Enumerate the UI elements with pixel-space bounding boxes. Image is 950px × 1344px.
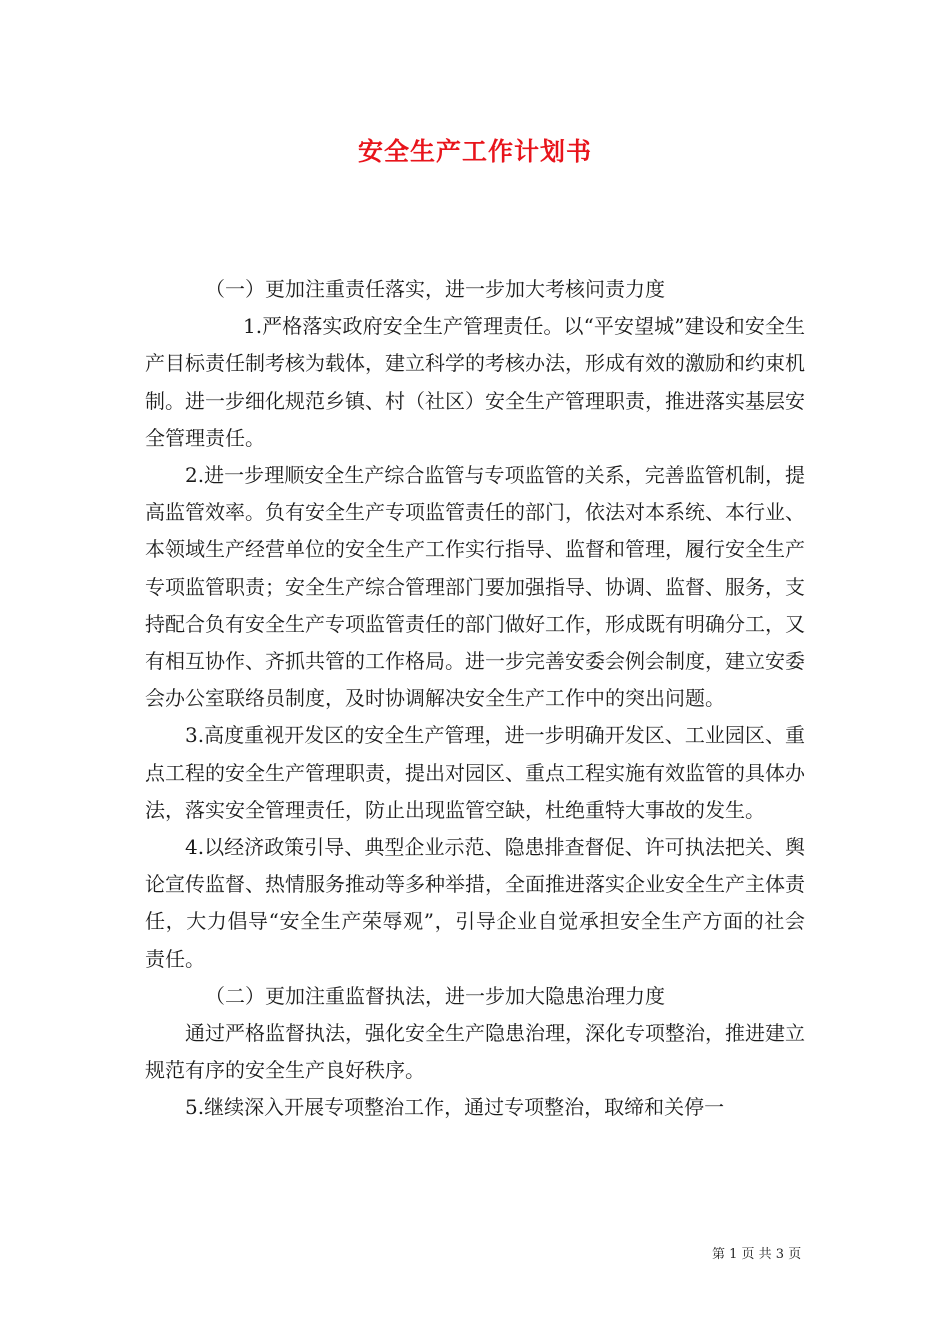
paragraph-item-1: 1.严格落实政府安全生产管理责任。以“平安望城”建设和安全生产目标责任制考核为载体，建立科学的考核办法，形成有效的激励和约束机制。进一步细化规范乡镇、村（社区）安全生产管理职责，推进落实基层安全管理责任。 (145, 314, 805, 450)
paragraph-item-4: 4.以经济政策引导、典型企业示范、隐患排查督促、许可执法把关、舆论宣传监督、热情服务推动等多种举措，全面推进落实企业安全生产主体责任，大力倡导“安全生产荣辱观”，引导企业自觉承担安全生产方面的社会责任。 (145, 835, 805, 971)
document-title: 安全生产工作计划书 (357, 137, 592, 166)
document-body (145, 271, 805, 1127)
paragraph-item-5: 5.继续深入开展专项整治工作，通过专项整治，取缔和关停一 (185, 1095, 725, 1120)
page-number: 第 1 页 共 3 页 (712, 1247, 802, 1262)
paragraph-item-3: 3.高度重视开发区的安全生产管理，进一步明确开发区、工业园区、重点工程的安全生产管理职责，提出对园区、重点工程实施有效监管的具体办法，落实安全管理责任，防止出现监管空缺，杜绝重特大事故的发生。 (145, 723, 805, 822)
paragraph-intro: 通过严格监督执法，强化安全生产隐患治理，深化专项整治，推进建立规范有序的安全生产良好秩序。 (145, 1021, 805, 1083)
paragraph-item-2: 2.进一步理顺安全生产综合监管与专项监管的关系，完善监管机制，提高监管效率。负有安全生产专项监管责任的部门，依法对本系统、本行业、本领域生产经营单位的安全生产工作实行指导、监督和管理，履行安全生产专项监管职责；安全生产综合管理部门要加强指导、协调、监督、服务，支持配合负有安全生产专项监管责任的部门做好工作，形成既有明确分工，又有相互协作、齐抓共管的工作格局。进一步完善安委会例会制度，建立安委会办公室联络员制度，及时协调解决安全生产工作中的突出问题。 (145, 463, 805, 711)
section-heading-2: （二）更加注重监督执法，进一步加大隐患治理力度 (205, 983, 665, 1008)
section-heading-1: （一）更加注重责任落实，进一步加大考核问责力度 (205, 277, 665, 301)
